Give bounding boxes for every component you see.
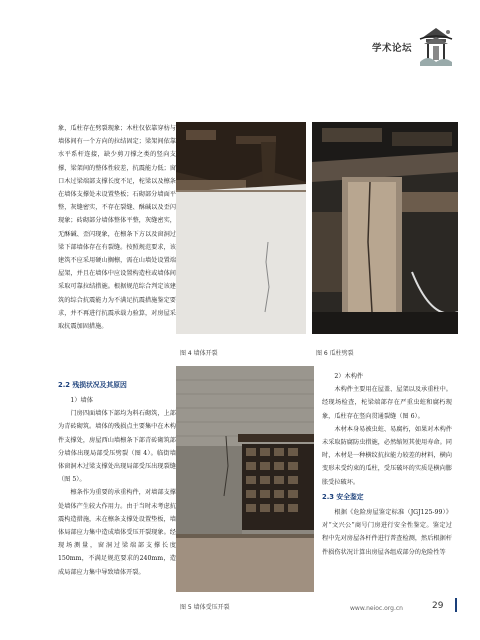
figure-6-photo [312, 122, 458, 334]
footer-url: www.neioc.org.cn [350, 605, 403, 612]
paragraph-wood-1: 木构件主要用在屋盖、屋架以及承重柱中。经现场检查，柁梁端部存在严重虫蛀和腐朽现象，瓜柱存在竖向贯通裂缝（图 6）。 [322, 386, 452, 420]
section-label: 学术论坛 [372, 43, 413, 54]
figure-5-caption: 图 5 墙体受压开裂 [180, 604, 230, 611]
left-column-top [58, 122, 176, 333]
left-column-section-2-2 [58, 378, 176, 579]
subheading-wood: 2）木构件 [334, 373, 364, 380]
paragraph-wall-1: 门房四面墙体下部均为料石砌筑，上部为青砖砌筑。墙体的残损点主要集中在木构件支撑处，房屋西山墙檩条下部青砖砌筑部分墙体出现局部受压劈裂（图 4）。临街墙体窗洞木过梁支撑处出现局部受压出现裂缝（图 5）。 [58, 410, 176, 484]
page-number: 29 [432, 601, 444, 611]
figure-4-caption: 图 4 墙体开裂 [180, 350, 218, 357]
pavilion-logo-icon [418, 24, 454, 68]
figure-5-photo [176, 366, 314, 592]
section-heading-2-2: 2.2 残损状况及其原因 [58, 381, 127, 389]
figure-4-photo [176, 122, 306, 334]
right-column-section-2-3 [322, 490, 452, 559]
footer-rule [455, 598, 457, 612]
paragraph-wood-2: 木材本身易被虫蛀、易腐朽，如果对木构件未采取防腐防虫措施，必然缩短其使用寿命。同时，木材是一种横纹抗拉能力较差的材料，横向变形未受约束的瓜柱，受压破坏的实质是横向膨胀受拉破坏。 [322, 425, 452, 486]
paragraph-safety: 根据《危险房屋鉴定标准（JGJ125-99）》对“文兴公”商号门房进行安全性鉴定。鉴定过程中先对房屋各杆件进行普查检测，然后根据杆件损伤状况计算出房屋各组成部分的危险性等 [322, 509, 452, 556]
subheading-wall: 1）墙体 [70, 397, 93, 404]
paragraph-wall-2: 檩条作为重要的承重构件，对墙部支撑处墙体产生较大作用力。由于当时未考虑抗震构造措施，未在檩条支撑处设置垫板，墙体局部应力集中造成墙体受压开裂现象。经现场测量，窗洞过梁端部支撑长度150mm，不满足规范要求的240mm，造成局部应力集中导致墙体开裂。 [58, 489, 176, 576]
paragraph-continued: 象，瓜柱存在劈裂现象；木柱仅依靠穿枋与墙体间有一个方向的拉结固定；梁架间依靠水平系杆连接，缺少剪刀撑之类的竖向支撑，梁架间的整体性较差，抗震能力低；窗口木过梁端部支撑长度不足，柁梁以及檩条在墙体支撑处未设置垫板；石砌部分墙面平整，灰缝密实，不存在裂缝、酥碱以及歪闪现象；砖砌部分墙体整体平整，灰缝密实，无酥碱、歪闪现象，在檩条下方以及窗洞过梁下部墙体存在有裂缝。按照规范要求，该建筑不应采用硬山搁檩，需在山墙处设置端屋架，并且在墙体中应设置构造柱或墙体间采取可靠拉结措施。根据规范综合判定该建筑的综合抗震能力为不满足抗震措施鉴定要求，并不再进行抗震承载力验算，对房屋采取抗震加固措施。 [58, 125, 176, 331]
figure-6-caption: 图 6 瓜柱劈裂 [316, 350, 354, 357]
section-heading-2-3: 2.3 安全鉴定 [322, 493, 364, 501]
right-column-wood [322, 370, 452, 489]
